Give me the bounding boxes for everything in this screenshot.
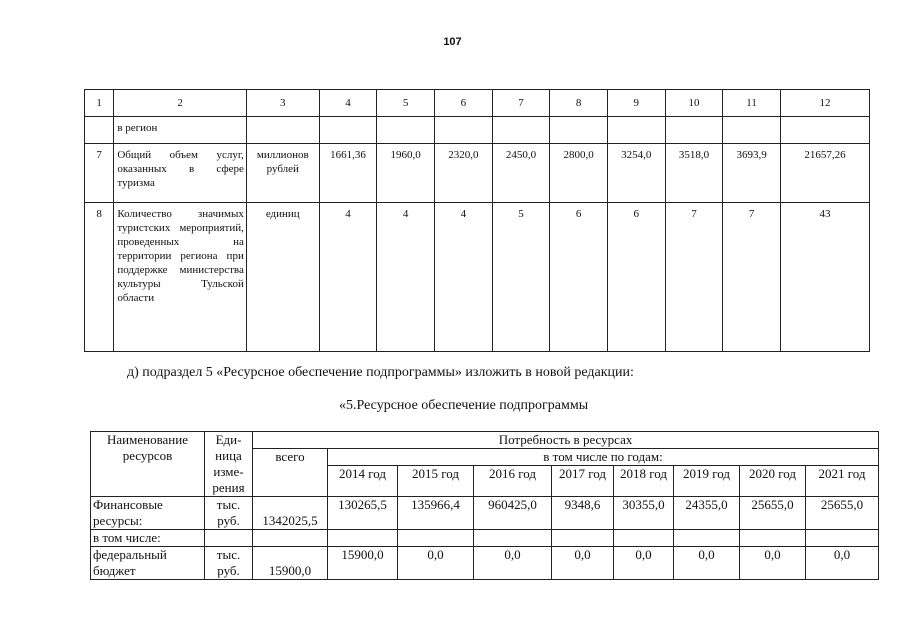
table-row <box>85 144 870 203</box>
indicator-text: в регион <box>114 117 247 144</box>
value-cell: 4 <box>319 203 377 352</box>
value-cell <box>674 530 740 547</box>
value-cell <box>328 530 398 547</box>
table-row <box>85 117 870 144</box>
table-row <box>85 203 870 352</box>
row-number: 8 <box>85 203 114 352</box>
table-row <box>91 530 879 547</box>
value-cell: 4 <box>377 203 435 352</box>
value-cell: 3254,0 <box>607 144 665 203</box>
value-cell: 960425,0 <box>474 497 552 530</box>
value-cell <box>552 530 614 547</box>
header-cell: 8 <box>550 90 608 117</box>
year-header: 2021 год <box>806 466 879 497</box>
resources-table <box>90 431 879 580</box>
resource-name: федеральный бюджет <box>91 547 205 580</box>
value-cell: 130265,5 <box>328 497 398 530</box>
row-number: 7 <box>85 144 114 203</box>
value-cell: 135966,4 <box>398 497 474 530</box>
page-number: 107 <box>443 36 462 48</box>
year-header: 2019 год <box>674 466 740 497</box>
indicator-text: Общий объем услуг, оказанных в сфере туризма <box>114 144 247 203</box>
value-cell: 25655,0 <box>806 497 879 530</box>
header-cell: 1 <box>85 90 114 117</box>
value-cell: 1661,36 <box>319 144 377 203</box>
header-cell: 10 <box>665 90 723 117</box>
header-cell: всего <box>253 449 328 497</box>
total-cell <box>253 530 328 547</box>
section-title: «5.Ресурсное обеспечение подпрограммы <box>339 398 589 413</box>
value-cell: 6 <box>550 203 608 352</box>
value-cell: 2800,0 <box>550 144 608 203</box>
total-cell: 15900,0 <box>253 547 328 580</box>
unit-cell: единиц <box>246 203 319 352</box>
value-cell: 15900,0 <box>328 547 398 580</box>
year-header: 2016 год <box>474 466 552 497</box>
indicator-text: Количество значимых туристских мероприятий, проведенных на территории региона при поддержке министерства культуры Тульской области <box>114 203 247 352</box>
value-cell: 2450,0 <box>492 144 550 203</box>
header-cell: в том числе по годам: <box>328 449 879 466</box>
unit-cell: тыс. руб. <box>205 547 253 580</box>
value-cell: 24355,0 <box>674 497 740 530</box>
value-cell: 0,0 <box>614 547 674 580</box>
year-header: 2015 год <box>398 466 474 497</box>
value-cell <box>474 530 552 547</box>
row-number <box>85 117 114 144</box>
value-cell: 30355,0 <box>614 497 674 530</box>
value-cell: 7 <box>723 203 781 352</box>
value-cell <box>740 530 806 547</box>
resource-name: в том числе: <box>91 530 205 547</box>
value-cell: 0,0 <box>806 547 879 580</box>
table-header-row <box>85 90 870 117</box>
header-cell: 5 <box>377 90 435 117</box>
header-cell: 6 <box>434 90 492 117</box>
header-cell: Наименование ресурсов <box>91 432 205 497</box>
indicators-table <box>84 89 870 352</box>
value-cell: 4 <box>434 203 492 352</box>
value-cell: 0,0 <box>474 547 552 580</box>
unit-cell: миллионов рублей <box>246 144 319 203</box>
table-row <box>91 547 879 580</box>
value-cell <box>398 530 474 547</box>
header-cell: 11 <box>723 90 781 117</box>
header-cell: 7 <box>492 90 550 117</box>
header-cell: 2 <box>114 90 247 117</box>
value-cell: 43 <box>780 203 869 352</box>
year-header: 2020 год <box>740 466 806 497</box>
value-cell: 3693,9 <box>723 144 781 203</box>
value-cell: 0,0 <box>740 547 806 580</box>
value-cell: 0,0 <box>674 547 740 580</box>
year-header: 2017 год <box>552 466 614 497</box>
total-cell: 1342025,5 <box>253 497 328 530</box>
header-cell: Потребность в ресурсах <box>253 432 879 449</box>
value-cell: 1960,0 <box>377 144 435 203</box>
resource-name: Финансовые ресурсы: <box>91 497 205 530</box>
value-cell: 9348,6 <box>552 497 614 530</box>
header-cell: Еди-ница изме-рения <box>205 432 253 497</box>
value-cell: 2320,0 <box>434 144 492 203</box>
unit-cell: тыс. руб. <box>205 497 253 530</box>
value-cell: 7 <box>665 203 723 352</box>
value-cell: 5 <box>492 203 550 352</box>
header-cell: 4 <box>319 90 377 117</box>
value-cell: 0,0 <box>398 547 474 580</box>
header-cell: 9 <box>607 90 665 117</box>
unit-cell <box>205 530 253 547</box>
value-cell: 21657,26 <box>780 144 869 203</box>
header-cell: 12 <box>780 90 869 117</box>
value-cell <box>614 530 674 547</box>
value-cell: 6 <box>607 203 665 352</box>
value-cell: 0,0 <box>552 547 614 580</box>
value-cell: 3518,0 <box>665 144 723 203</box>
paragraph-d: д) подраздел 5 «Ресурсное обеспечение подпрограммы» изложить в новой редакции: <box>127 365 634 380</box>
year-header: 2018 год <box>614 466 674 497</box>
value-cell: 25655,0 <box>740 497 806 530</box>
value-cell <box>806 530 879 547</box>
year-header: 2014 год <box>328 466 398 497</box>
table-header-row <box>91 432 879 449</box>
table-row <box>91 497 879 530</box>
header-cell: 3 <box>246 90 319 117</box>
